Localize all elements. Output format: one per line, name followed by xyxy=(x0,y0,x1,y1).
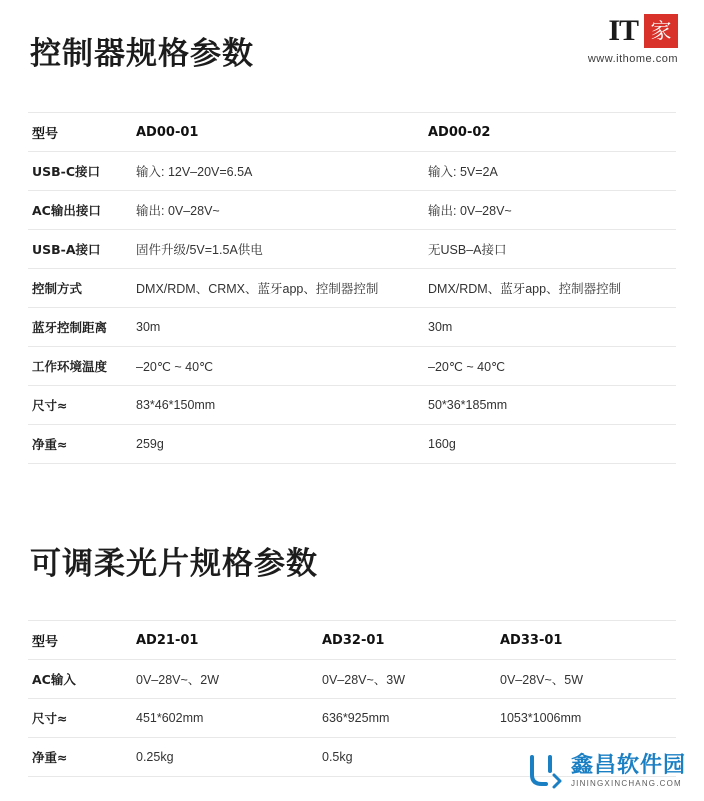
ithome-url-text: www.ithome.com xyxy=(587,53,678,65)
controller-spec-table xyxy=(28,112,676,464)
table-row xyxy=(28,425,676,464)
row-value: DMX/RDM、蓝牙app、控制器控制 xyxy=(424,269,676,308)
row-value: 无USB–A接口 xyxy=(424,230,676,269)
row-value: 输出: 0V–28V~ xyxy=(132,191,424,230)
xinchang-logo-icon xyxy=(524,751,564,791)
row-value: 50*36*185mm xyxy=(424,386,676,425)
xinchang-name-en: JININGXINCHANG.COM xyxy=(570,779,682,789)
table-row xyxy=(28,308,676,347)
table-row xyxy=(28,191,676,230)
row-value: 0V–28V~、3W xyxy=(318,660,496,699)
row-label: 尺寸≈ xyxy=(28,386,132,425)
row-label: 蓝牙控制距离 xyxy=(28,308,132,347)
table-row xyxy=(28,269,676,308)
table-header-row xyxy=(28,113,676,152)
section-title-controller: 控制器规格参数 xyxy=(30,36,254,72)
row-value: 30m xyxy=(424,308,676,347)
table-header-row xyxy=(28,621,676,660)
row-value: 83*46*150mm xyxy=(132,386,424,425)
row-label: 控制方式 xyxy=(28,269,132,308)
row-value: –20℃ ~ 40℃ xyxy=(132,347,424,386)
row-value: 160g xyxy=(424,425,676,464)
table-row xyxy=(28,699,676,738)
row-value: 0.25kg xyxy=(132,738,318,777)
row-value: 0.5kg xyxy=(318,738,496,777)
row-value: 输出: 0V–28V~ xyxy=(424,191,676,230)
row-value: –20℃ ~ 40℃ xyxy=(424,347,676,386)
row-value: 输入: 12V–20V=6.5A xyxy=(132,152,424,191)
table-row xyxy=(28,152,676,191)
table-row xyxy=(28,347,676,386)
row-value: 636*925mm xyxy=(318,699,496,738)
column-header: AD32-01 xyxy=(318,621,496,660)
row-value: DMX/RDM、CRMX、蓝牙app、控制器控制 xyxy=(132,269,424,308)
row-label: AC输入 xyxy=(28,660,132,699)
row-label: 净重≈ xyxy=(28,425,132,464)
row-value: 30m xyxy=(132,308,424,347)
row-value: 0V–28V~、2W xyxy=(132,660,318,699)
row-value: 259g xyxy=(132,425,424,464)
column-header: AD00-01 xyxy=(132,113,424,152)
row-label: 净重≈ xyxy=(28,738,132,777)
column-header: 型号 xyxy=(28,621,132,660)
row-label: USB-A接口 xyxy=(28,230,132,269)
row-value: 输入: 5V=2A xyxy=(424,152,676,191)
table-row xyxy=(28,230,676,269)
row-value: 固件升级/5V=1.5A供电 xyxy=(132,230,424,269)
row-label: 工作环境温度 xyxy=(28,347,132,386)
xinchang-name-cn: 鑫昌软件园 xyxy=(570,752,686,778)
column-header: AD21-01 xyxy=(132,621,318,660)
xinchang-watermark xyxy=(524,751,686,791)
table-row xyxy=(28,660,676,699)
ithome-badge-icon: 家 xyxy=(644,14,678,48)
row-value: 1053*1006mm xyxy=(496,699,676,738)
column-header: AD33-01 xyxy=(496,621,676,660)
row-label: USB-C接口 xyxy=(28,152,132,191)
table-row xyxy=(28,386,676,425)
row-value: 0V–28V~、5W xyxy=(496,660,676,699)
column-header: AD00-02 xyxy=(424,113,676,152)
row-label: 尺寸≈ xyxy=(28,699,132,738)
section-title-diffuser: 可调柔光片规格参数 xyxy=(30,546,318,582)
row-label: AC输出接口 xyxy=(28,191,132,230)
row-value: 451*602mm xyxy=(132,699,318,738)
ithome-brand-text: IT xyxy=(608,14,638,47)
ithome-watermark xyxy=(588,14,678,65)
column-header: 型号 xyxy=(28,113,132,152)
